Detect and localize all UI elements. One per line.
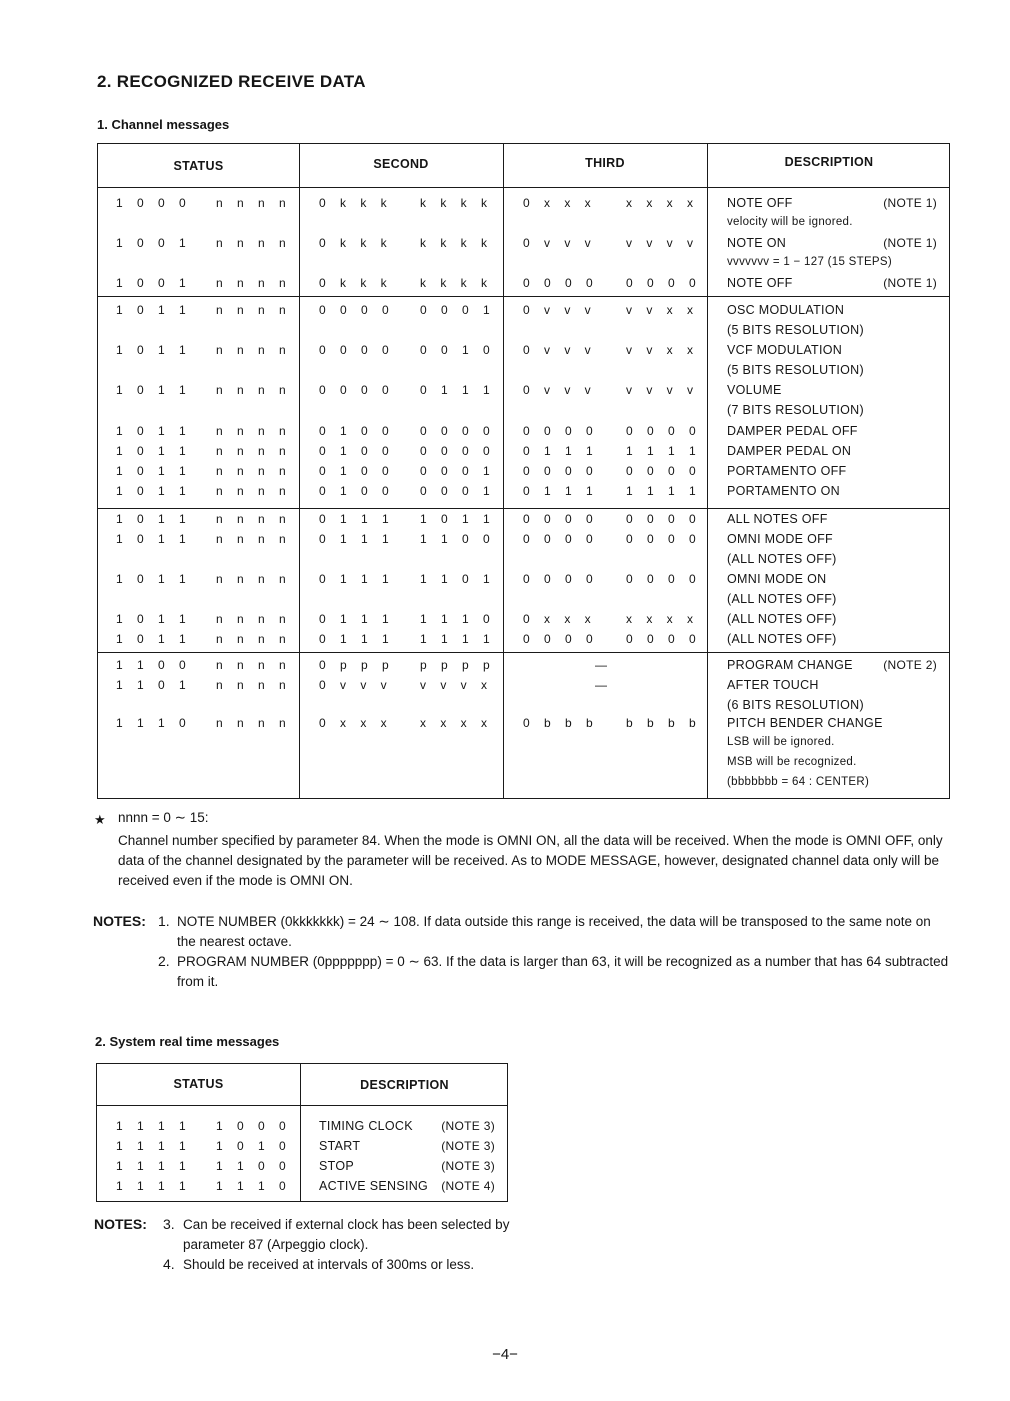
- status-high-nibble: 1 0 1 1: [116, 464, 192, 478]
- third-low-nibble: x x x x: [626, 196, 699, 210]
- col-divider: [299, 144, 300, 798]
- second-low-nibble: v v v x: [420, 678, 493, 692]
- status-low-nibble: n n n n: [216, 512, 292, 526]
- status-high-nibble: 1 0 1 1: [116, 383, 192, 397]
- description-line: (5 BITS RESOLUTION): [727, 363, 864, 377]
- status-high-nibble: 1 1 1 0: [116, 716, 192, 730]
- description-line: DAMPER PEDAL OFF: [727, 424, 858, 438]
- third-low-nibble: x x x x: [626, 612, 699, 626]
- header-status: STATUS: [173, 1077, 224, 1091]
- second-low-nibble: 0 0 0 1: [420, 484, 496, 498]
- group-divider: [98, 652, 949, 653]
- second-low-nibble: 0 0 0 1: [420, 303, 496, 317]
- status-low-nibble: n n n n: [216, 383, 292, 397]
- second-high-nibble: 0 1 0 0: [319, 424, 395, 438]
- second-low-nibble: 0 1 1 1: [420, 383, 496, 397]
- second-high-nibble: 0 0 0 0: [319, 383, 395, 397]
- third-high-nibble: 0 1 1 1: [523, 484, 599, 498]
- third-high-nibble: 0 v v v: [523, 303, 597, 317]
- description-line: OMNI MODE OFF: [727, 532, 833, 546]
- note-number: 2.: [158, 953, 170, 969]
- status-low-nibble: n n n n: [216, 276, 292, 290]
- header-description: DESCRIPTION: [784, 155, 874, 169]
- note-number: 4.: [163, 1256, 175, 1272]
- description-line: (bbbbbbb = 64 : CENTER): [727, 776, 870, 788]
- description-line: AFTER TOUCH: [727, 678, 819, 692]
- second-high-nibble: 0 1 0 0: [319, 484, 395, 498]
- status-low-nibble: 1 0 0 0: [216, 1119, 292, 1133]
- description-line: (ALL NOTES OFF): [727, 552, 837, 566]
- third-high-nibble: 0 v v v: [523, 383, 597, 397]
- header-description: DESCRIPTION: [360, 1078, 449, 1092]
- note-3-text: Can be received if external clock has been selected by parameter 87 (Arpeggio clock).: [183, 1217, 510, 1252]
- second-low-nibble: 1 0 1 1: [420, 512, 496, 526]
- third-low-nibble: 0 0 0 0: [626, 276, 702, 290]
- third-high-nibble: 0 x x x: [523, 612, 597, 626]
- note-1-text: NOTE NUMBER (0kkkkkkk) = 24 ∼ 108. If data outside this range is received, the data will be transposed to the same note on the nearest octave.: [177, 914, 931, 949]
- status-high-nibble: 1 1 1 1: [116, 1179, 192, 1193]
- second-high-nibble: 0 v v v: [319, 678, 393, 692]
- description-line: (ALL NOTES OFF): [727, 592, 837, 606]
- second-high-nibble: 0 1 0 0: [319, 464, 395, 478]
- second-low-nibble: 1 1 1 1: [420, 632, 496, 646]
- status-low-nibble: n n n n: [216, 678, 292, 692]
- second-high-nibble: 0 1 1 1: [319, 512, 395, 526]
- status-high-nibble: 1 0 1 1: [116, 512, 192, 526]
- status-high-nibble: 1 0 0 0: [116, 196, 192, 210]
- status-low-nibble: n n n n: [216, 236, 292, 250]
- status-low-nibble: 1 1 0 0: [216, 1159, 292, 1173]
- second-low-nibble: k k k k: [420, 236, 493, 250]
- note-reference: (NOTE 2): [883, 658, 937, 672]
- status-low-nibble: 1 1 1 0: [216, 1179, 292, 1193]
- description-line: (ALL NOTES OFF): [727, 612, 837, 626]
- channel-note-body: Channel number specified by parameter 84. When the mode is OMNI ON, all the data will be received. When the mode is OMNI OFF, only data of the channel designated by the parameter will be received. As to MODE MESSAGE, however, designated channel data only will be received even if the mode is OMNI ON.: [118, 833, 943, 888]
- description-line: NOTE OFF: [727, 276, 793, 290]
- status-low-nibble: n n n n: [216, 572, 292, 586]
- description-line: OSC MODULATION: [727, 303, 845, 317]
- third-high-nibble: 0 v v v: [523, 236, 597, 250]
- status-low-nibble: n n n n: [216, 303, 292, 317]
- description-line: ACTIVE SENSING: [319, 1179, 429, 1193]
- section-heading-system: 2. System real time messages: [95, 1034, 280, 1049]
- status-high-nibble: 1 1 0 1: [116, 678, 192, 692]
- note-reference: (NOTE 4): [441, 1179, 495, 1193]
- description-line: NOTE OFF: [727, 196, 793, 210]
- second-low-nibble: 0 0 0 1: [420, 464, 496, 478]
- second-high-nibble: 0 1 1 1: [319, 632, 395, 646]
- third-dash: —: [595, 658, 607, 672]
- group-divider: [98, 508, 949, 509]
- second-high-nibble: 0 1 1 1: [319, 572, 395, 586]
- status-high-nibble: 1 0 0 1: [116, 236, 192, 250]
- third-low-nibble: v v x x: [626, 303, 699, 317]
- second-low-nibble: 1 1 0 0: [420, 532, 496, 546]
- status-low-nibble: n n n n: [216, 532, 292, 546]
- note-reference: (NOTE 1): [883, 196, 937, 210]
- third-high-nibble: 0 v v v: [523, 343, 597, 357]
- second-high-nibble: 0 0 0 0: [319, 343, 395, 357]
- page-title: 2. RECOGNIZED RECEIVE DATA: [97, 72, 366, 91]
- third-low-nibble: 1 1 1 1: [626, 444, 702, 458]
- description-line: STOP: [319, 1159, 355, 1173]
- nnnn-range: nnnn = 0 ∼ 15:: [118, 810, 209, 825]
- status-high-nibble: 1 0 1 1: [116, 444, 192, 458]
- header-third: THIRD: [585, 156, 625, 170]
- third-low-nibble: 0 0 0 0: [626, 572, 702, 586]
- description-line: VCF MODULATION: [727, 343, 843, 357]
- third-high-nibble: 0 0 0 0: [523, 464, 599, 478]
- second-low-nibble: 0 0 0 0: [420, 424, 496, 438]
- note-number: 1.: [158, 913, 170, 929]
- second-high-nibble: 0 k k k: [319, 236, 393, 250]
- second-low-nibble: k k k k: [420, 276, 493, 290]
- third-low-nibble: v v x x: [626, 343, 699, 357]
- status-high-nibble: 1 0 1 1: [116, 572, 192, 586]
- status-high-nibble: 1 0 1 1: [116, 484, 192, 498]
- second-high-nibble: 0 k k k: [319, 276, 393, 290]
- third-low-nibble: 1 1 1 1: [626, 484, 702, 498]
- third-dash: —: [595, 678, 607, 692]
- header-second: SECOND: [373, 157, 429, 171]
- second-low-nibble: 0 0 1 0: [420, 343, 496, 357]
- description-line: vvvvvvv = 1 − 127 (15 STEPS): [727, 256, 892, 268]
- second-low-nibble: k k k k: [420, 196, 493, 210]
- status-low-nibble: n n n n: [216, 343, 292, 357]
- third-low-nibble: v v v v: [626, 236, 699, 250]
- description-line: PORTAMENTO ON: [727, 484, 840, 498]
- description-line: NOTE ON: [727, 236, 787, 250]
- header-status: STATUS: [173, 159, 224, 173]
- description-line: OMNI MODE ON: [727, 572, 827, 586]
- second-high-nibble: 0 x x x: [319, 716, 393, 730]
- third-high-nibble: 0 0 0 0: [523, 424, 599, 438]
- header-divider: [98, 187, 949, 188]
- status-low-nibble: n n n n: [216, 632, 292, 646]
- second-high-nibble: 0 1 1 1: [319, 612, 395, 626]
- third-low-nibble: 0 0 0 0: [626, 512, 702, 526]
- third-high-nibble: 0 b b b: [523, 716, 599, 730]
- description-line: DAMPER PEDAL ON: [727, 444, 852, 458]
- second-low-nibble: 1 1 0 1: [420, 572, 496, 586]
- status-high-nibble: 1 0 1 1: [116, 303, 192, 317]
- system-realtime-table: [96, 1063, 508, 1202]
- status-low-nibble: n n n n: [216, 464, 292, 478]
- col-divider: [503, 144, 504, 798]
- status-high-nibble: 1 1 1 1: [116, 1119, 192, 1133]
- note-4-text: Should be received at intervals of 300ms or less.: [183, 1257, 475, 1272]
- channel-messages-table: [97, 143, 950, 799]
- description-line: PORTAMENTO OFF: [727, 464, 847, 478]
- group-divider: [98, 296, 949, 297]
- status-high-nibble: 1 1 1 1: [116, 1139, 192, 1153]
- description-line: START: [319, 1139, 361, 1153]
- second-high-nibble: 0 1 1 1: [319, 532, 395, 546]
- third-high-nibble: 0 x x x: [523, 196, 597, 210]
- description-line: VOLUME: [727, 383, 782, 397]
- description-line: ALL NOTES OFF: [727, 512, 828, 526]
- description-line: (7 BITS RESOLUTION): [727, 403, 864, 417]
- description-line: TIMING CLOCK: [319, 1119, 413, 1133]
- status-low-nibble: n n n n: [216, 424, 292, 438]
- third-low-nibble: b b b b: [626, 716, 702, 730]
- note-reference: (NOTE 3): [441, 1139, 495, 1153]
- description-line: (ALL NOTES OFF): [727, 632, 837, 646]
- description-line: (5 BITS RESOLUTION): [727, 323, 864, 337]
- third-low-nibble: v v v v: [626, 383, 699, 397]
- section-heading-channel: 1. Channel messages: [97, 117, 230, 132]
- second-low-nibble: 0 0 0 0: [420, 444, 496, 458]
- third-high-nibble: 0 0 0 0: [523, 572, 599, 586]
- second-high-nibble: 0 p p p: [319, 658, 395, 672]
- second-high-nibble: 0 0 0 0: [319, 303, 395, 317]
- page-number: −4−: [492, 1346, 518, 1363]
- col-divider: [707, 144, 708, 798]
- description-line: PROGRAM CHANGE: [727, 658, 853, 672]
- description-line: (6 BITS RESOLUTION): [727, 698, 864, 712]
- status-high-nibble: 1 0 1 1: [116, 424, 192, 438]
- description-line: MSB will be recognized.: [727, 756, 857, 768]
- status-low-nibble: n n n n: [216, 612, 292, 626]
- status-low-nibble: n n n n: [216, 716, 292, 730]
- status-high-nibble: 1 0 1 1: [116, 532, 192, 546]
- second-low-nibble: 1 1 1 0: [420, 612, 496, 626]
- note-reference: (NOTE 1): [883, 236, 937, 250]
- second-low-nibble: x x x x: [420, 716, 493, 730]
- description-line: LSB will be ignored.: [727, 736, 835, 748]
- third-high-nibble: 0 0 0 0: [523, 276, 599, 290]
- note-number: 3.: [163, 1216, 175, 1232]
- third-high-nibble: 0 0 0 0: [523, 512, 599, 526]
- note-reference: (NOTE 3): [441, 1119, 495, 1133]
- note-reference: (NOTE 3): [441, 1159, 495, 1173]
- second-high-nibble: 0 1 0 0: [319, 444, 395, 458]
- third-low-nibble: 0 0 0 0: [626, 632, 702, 646]
- status-high-nibble: 1 0 1 1: [116, 632, 192, 646]
- status-low-nibble: 1 0 1 0: [216, 1139, 292, 1153]
- second-high-nibble: 0 k k k: [319, 196, 393, 210]
- status-high-nibble: 1 0 1 1: [116, 612, 192, 626]
- description-line: velocity will be ignored.: [727, 216, 853, 228]
- third-high-nibble: 0 1 1 1: [523, 444, 599, 458]
- header-divider: [97, 1105, 507, 1106]
- note-reference: (NOTE 1): [883, 276, 937, 290]
- star-marker: ★: [94, 812, 106, 827]
- notes-label: NOTES:: [93, 913, 146, 929]
- status-high-nibble: 1 1 1 1: [116, 1159, 192, 1173]
- third-high-nibble: 0 0 0 0: [523, 532, 599, 546]
- description-line: PITCH BENDER CHANGE: [727, 716, 883, 730]
- status-low-nibble: n n n n: [216, 196, 292, 210]
- status-high-nibble: 1 0 1 1: [116, 343, 192, 357]
- third-low-nibble: 0 0 0 0: [626, 532, 702, 546]
- note-2-text: PROGRAM NUMBER (0ppppppp) = 0 ∼ 63. If the data is larger than 63, it will be recognized as a number that has 64 subtracted from it.: [177, 954, 949, 989]
- third-low-nibble: 0 0 0 0: [626, 424, 702, 438]
- status-low-nibble: n n n n: [216, 484, 292, 498]
- third-high-nibble: 0 0 0 0: [523, 632, 599, 646]
- status-high-nibble: 1 0 0 1: [116, 276, 192, 290]
- status-low-nibble: n n n n: [216, 444, 292, 458]
- notes-label: NOTES:: [94, 1216, 147, 1232]
- second-low-nibble: p p p p: [420, 658, 496, 672]
- status-low-nibble: n n n n: [216, 658, 292, 672]
- status-high-nibble: 1 1 0 0: [116, 658, 192, 672]
- third-low-nibble: 0 0 0 0: [626, 464, 702, 478]
